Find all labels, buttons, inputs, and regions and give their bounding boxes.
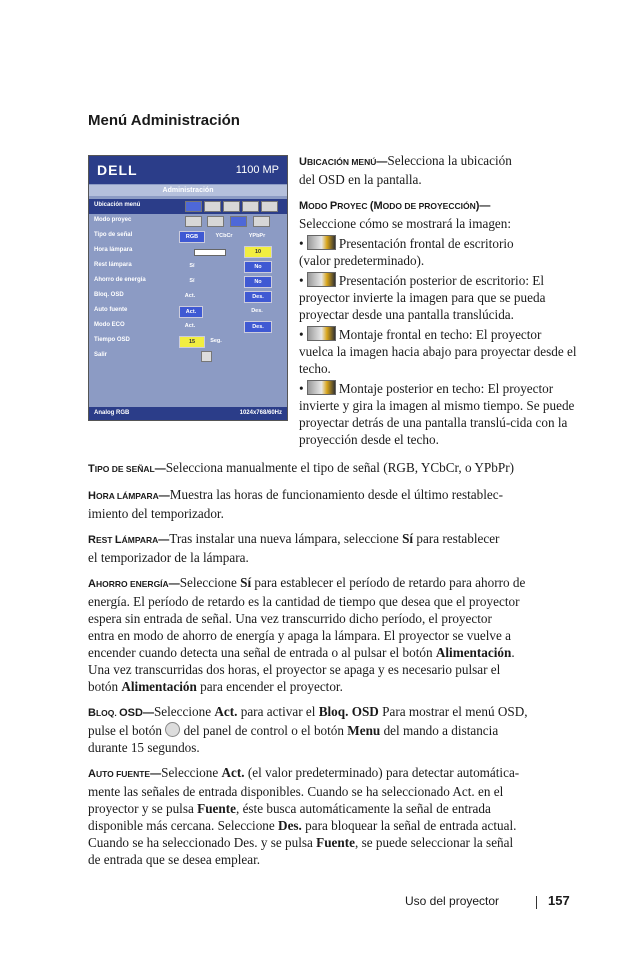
osd-menu-screenshot <box>88 155 288 421</box>
bullet-item: • Montaje posterior en techo: El proyector invierte y gira la imagen al mismo tiempo. Se puede proyectar detrás de una pantalla translú-cida con la proyección desde el techo. <box>299 381 575 447</box>
footer-separator <box>536 896 537 909</box>
projector-mode-icon <box>185 216 202 227</box>
paragraph-ahorro: AHORRO ENERGÍA—Seleccione Sí para establecer el período de retardo para ahorro de energía. El período de retardo es la cantidad de tiempo que desea que el proyector espera sin entrada de señal. Una vez transcurrido dicho período, el proyector entra en modo de ahorro de energía y apaga la lámpara. El proyector se vuelve a encender cuando detecta una señal de entrada o al pulsar el botón Alimentación. Una vez transcurridas dos horas, el proyector se apaga y es necesario pulsar el botón Alimentación para encender el proyector. <box>88 575 526 694</box>
footer-section: Uso del proyector <box>405 894 500 908</box>
paragraph-tipo: TIPO DE SEÑAL—Selecciona manualmente el tipo de señal (RGB, YCbCr, o YPbPr) <box>88 460 514 475</box>
dell-logo: DELL <box>97 162 138 178</box>
osd-title: Administración <box>89 185 287 196</box>
osd-model: 1100 MP <box>235 164 279 176</box>
osd-row-ahorro: Ahorro de energía Sí No <box>89 274 287 289</box>
front-ceiling-icon <box>307 326 336 341</box>
paragraph-modo: MODO PROYEC (MODO DE PROYECCIÓN)— Seleccione cómo se mostrará la imagen: <box>299 200 512 231</box>
osd-row-rest: Rest lámpara Sí No <box>89 259 287 274</box>
osd-row-eco: Modo ECO Act. Des. <box>89 319 287 334</box>
osd-row-bloq: Bloq. OSD Act. Des. <box>89 289 287 304</box>
bullet-item: • Montaje frontal en techo: El proyector vuelca la imagen hacia abajo para proyectar desde el techo. <box>299 327 577 376</box>
osd-row-tiempo: Tiempo OSD 15 Seg. <box>89 334 287 349</box>
osd-position-icon <box>204 201 221 212</box>
right-column <box>299 152 584 448</box>
osd-row-tipo: Tipo de señal RGB YCbCr YPbPr <box>89 229 287 244</box>
rear-desktop-icon <box>307 272 336 287</box>
front-desktop-icon <box>307 235 336 250</box>
projector-mode-icon <box>230 216 247 227</box>
projector-mode-icon <box>207 216 224 227</box>
paragraph-ubicacion: UBICACIÓN MENÚ—Selecciona la ubicación del OSD en la pantalla. <box>299 153 512 187</box>
projector-mode-icon <box>253 216 270 227</box>
osd-position-icon <box>261 201 278 212</box>
rear-ceiling-icon <box>307 380 336 395</box>
page-number: 157 <box>548 893 570 908</box>
paragraph-bloq: BLOQ. OSD—Seleccione Act. para activar el Bloq. OSD Para mostrar el menú OSD, pulse el botón del panel de control o el botón Menu del mando a distancia durante 15 segundos. <box>88 704 528 755</box>
osd-header <box>89 156 287 184</box>
osd-position-icon <box>242 201 259 212</box>
body-text <box>88 459 588 868</box>
lamp-bar <box>194 249 226 256</box>
paragraph-hora: HORA LÁMPARA—Muestra las horas de funcionamiento desde el último restablec- imiento del temporizador. <box>88 487 504 521</box>
exit-icon <box>201 351 212 362</box>
osd-row-hora: Hora lámpara 10 <box>89 244 287 259</box>
bullet-item: • Presentación frontal de escritorio (valor predeterminado). <box>299 236 514 268</box>
osd-row-salir: Salir <box>89 349 287 364</box>
osd-position-icon <box>223 201 240 212</box>
osd-position-icon <box>185 201 202 212</box>
osd-footer: Analog RGB 1024x768/60Hz <box>89 407 287 420</box>
osd-row-ubicacion: Ubicación menú <box>89 199 287 214</box>
menu-button-icon <box>165 722 180 737</box>
paragraph-rest: REST LÁMPARA—Tras instalar una nueva lámpara, seleccione Sí para restablecer el temporizador de la lámpara. <box>88 531 500 565</box>
osd-row-auto: Auto fuente Act. Des. <box>89 304 287 319</box>
osd-row-modo: Modo proyec <box>89 214 287 229</box>
section-heading: Menú Administración <box>88 112 240 129</box>
paragraph-auto: AUTO FUENTE—Seleccione Act. (el valor predeterminado) para detectar automática- mente las señales de entrada disponibles. Cuando se ha seleccionado Act. en el proyector y se pulsa Fuente, éste busca automáticamente la señal de entrada disponible más cercana. Seleccione Des. para bloquear la señal de entrada actual. Cuando se ha seleccionado Des. y se pulsa Fuente, se puede seleccionar la señal de entrada que se desea emplear. <box>88 765 520 867</box>
bullet-item: • Presentación posterior de escritorio: El proyector invierte la imagen para que se pueda proyectar desde una pantalla translúcida. <box>299 273 546 322</box>
